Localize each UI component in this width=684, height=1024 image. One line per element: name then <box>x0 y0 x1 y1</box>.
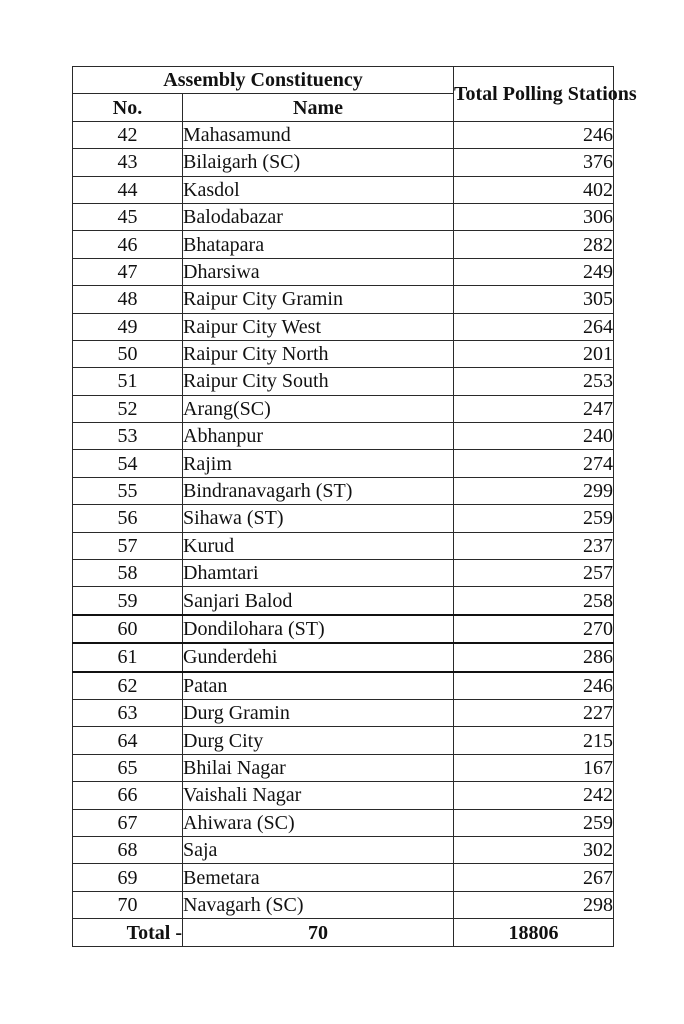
constituency-name: Sihawa (ST) <box>183 505 454 532</box>
polling-stations-count: 402 <box>454 176 614 203</box>
table-row <box>73 121 614 148</box>
table-row <box>73 423 614 450</box>
total-constituency-count: 70 <box>183 919 454 947</box>
constituency-name: Bemetara <box>183 864 454 891</box>
table-row <box>73 395 614 422</box>
constituency-name: Mahasamund <box>183 121 454 148</box>
table-row <box>73 727 614 754</box>
polling-stations-count: 274 <box>454 450 614 477</box>
constituency-number: 42 <box>73 121 183 148</box>
table-row <box>73 672 614 700</box>
total-polling-stations-header: Total Polling Stations <box>454 67 614 122</box>
constituency-name: Raipur City South <box>183 368 454 395</box>
table-row <box>73 891 614 918</box>
constituency-number: 58 <box>73 560 183 587</box>
name-column-header: Name <box>183 94 454 121</box>
constituency-name: Saja <box>183 836 454 863</box>
constituency-number: 50 <box>73 340 183 367</box>
constituency-number: 65 <box>73 754 183 781</box>
constituency-name: Raipur City Gramin <box>183 286 454 313</box>
table-row <box>73 450 614 477</box>
constituency-number: 60 <box>73 615 183 643</box>
constituency-name: Gunderdehi <box>183 643 454 671</box>
polling-stations-count: 264 <box>454 313 614 340</box>
constituency-number: 53 <box>73 423 183 450</box>
polling-stations-count: 167 <box>454 754 614 781</box>
polling-stations-count: 305 <box>454 286 614 313</box>
no-column-header: No. <box>73 94 183 121</box>
polling-stations-count: 253 <box>454 368 614 395</box>
table-row <box>73 176 614 203</box>
constituency-name: Rajim <box>183 450 454 477</box>
table-row <box>73 864 614 891</box>
polling-stations-count: 286 <box>454 643 614 671</box>
constituency-name: Ahiwara (SC) <box>183 809 454 836</box>
constituency-name: Dondilohara (ST) <box>183 615 454 643</box>
polling-stations-count: 249 <box>454 258 614 285</box>
table-row <box>73 532 614 559</box>
polling-stations-count: 246 <box>454 121 614 148</box>
constituency-name: Bilaigarh (SC) <box>183 149 454 176</box>
table-row <box>73 587 614 615</box>
polling-stations-count: 259 <box>454 809 614 836</box>
constituency-name: Balodabazar <box>183 203 454 230</box>
polling-stations-count: 259 <box>454 505 614 532</box>
table-row <box>73 754 614 781</box>
constituency-name: Bhilai Nagar <box>183 754 454 781</box>
table-row <box>73 615 614 643</box>
polling-stations-count: 246 <box>454 672 614 700</box>
constituency-number: 69 <box>73 864 183 891</box>
constituency-name: Navagarh (SC) <box>183 891 454 918</box>
table-row <box>73 643 614 671</box>
constituency-number: 70 <box>73 891 183 918</box>
constituency-number: 59 <box>73 587 183 615</box>
polling-stations-count: 299 <box>454 477 614 504</box>
constituency-name: Bhatapara <box>183 231 454 258</box>
constituency-number: 64 <box>73 727 183 754</box>
polling-stations-count: 242 <box>454 782 614 809</box>
table-row <box>73 149 614 176</box>
table-row <box>73 809 614 836</box>
constituency-number: 68 <box>73 836 183 863</box>
constituency-name: Abhanpur <box>183 423 454 450</box>
polling-stations-count: 258 <box>454 587 614 615</box>
table-row <box>73 836 614 863</box>
constituency-number: 61 <box>73 643 183 671</box>
constituency-name: Raipur City North <box>183 340 454 367</box>
table-row <box>73 258 614 285</box>
constituency-name: Dhamtari <box>183 560 454 587</box>
polling-stations-table <box>72 66 637 947</box>
polling-stations-count: 267 <box>454 864 614 891</box>
polling-stations-count: 302 <box>454 836 614 863</box>
polling-stations-count: 247 <box>454 395 614 422</box>
table-body <box>73 121 614 918</box>
constituency-number: 47 <box>73 258 183 285</box>
constituency-number: 55 <box>73 477 183 504</box>
table-row <box>73 231 614 258</box>
table-row <box>73 340 614 367</box>
table-row <box>73 782 614 809</box>
constituency-number: 66 <box>73 782 183 809</box>
polling-stations-count: 215 <box>454 727 614 754</box>
constituency-number: 63 <box>73 699 183 726</box>
constituency-number: 56 <box>73 505 183 532</box>
constituency-number: 51 <box>73 368 183 395</box>
constituency-name: Patan <box>183 672 454 700</box>
table-row <box>73 203 614 230</box>
polling-stations-count: 237 <box>454 532 614 559</box>
table-row <box>73 368 614 395</box>
constituency-name: Kurud <box>183 532 454 559</box>
constituency-number: 44 <box>73 176 183 203</box>
constituency-name: Sanjari Balod <box>183 587 454 615</box>
polling-stations-count: 257 <box>454 560 614 587</box>
polling-stations-count: 270 <box>454 615 614 643</box>
polling-stations-count: 298 <box>454 891 614 918</box>
total-row <box>73 919 614 947</box>
assembly-constituency-header: Assembly Constituency <box>73 67 454 94</box>
constituency-name: Arang(SC) <box>183 395 454 422</box>
constituency-name: Dharsiwa <box>183 258 454 285</box>
constituency-number: 48 <box>73 286 183 313</box>
table-row <box>73 477 614 504</box>
polling-stations-count: 240 <box>454 423 614 450</box>
constituency-number: 52 <box>73 395 183 422</box>
constituency-number: 54 <box>73 450 183 477</box>
constituency-name: Vaishali Nagar <box>183 782 454 809</box>
polling-stations-count: 201 <box>454 340 614 367</box>
constituency-name: Kasdol <box>183 176 454 203</box>
table-row <box>73 699 614 726</box>
polling-stations-count: 227 <box>454 699 614 726</box>
constituency-number: 43 <box>73 149 183 176</box>
table-row <box>73 560 614 587</box>
total-polling-stations-sum: 18806 <box>454 919 614 947</box>
constituency-name: Durg City <box>183 727 454 754</box>
constituency-number: 49 <box>73 313 183 340</box>
polling-stations-count: 306 <box>454 203 614 230</box>
polling-stations-count: 376 <box>454 149 614 176</box>
table-row <box>73 286 614 313</box>
constituency-number: 46 <box>73 231 183 258</box>
total-label: Total - <box>73 919 183 947</box>
constituency-number: 57 <box>73 532 183 559</box>
constituency-name: Bindranavagarh (ST) <box>183 477 454 504</box>
table-row <box>73 313 614 340</box>
constituency-number: 45 <box>73 203 183 230</box>
constituency-name: Raipur City West <box>183 313 454 340</box>
polling-stations-count: 282 <box>454 231 614 258</box>
header-row-group <box>73 67 614 94</box>
constituency-number: 62 <box>73 672 183 700</box>
constituency-name: Durg Gramin <box>183 699 454 726</box>
constituency-number: 67 <box>73 809 183 836</box>
table-row <box>73 505 614 532</box>
